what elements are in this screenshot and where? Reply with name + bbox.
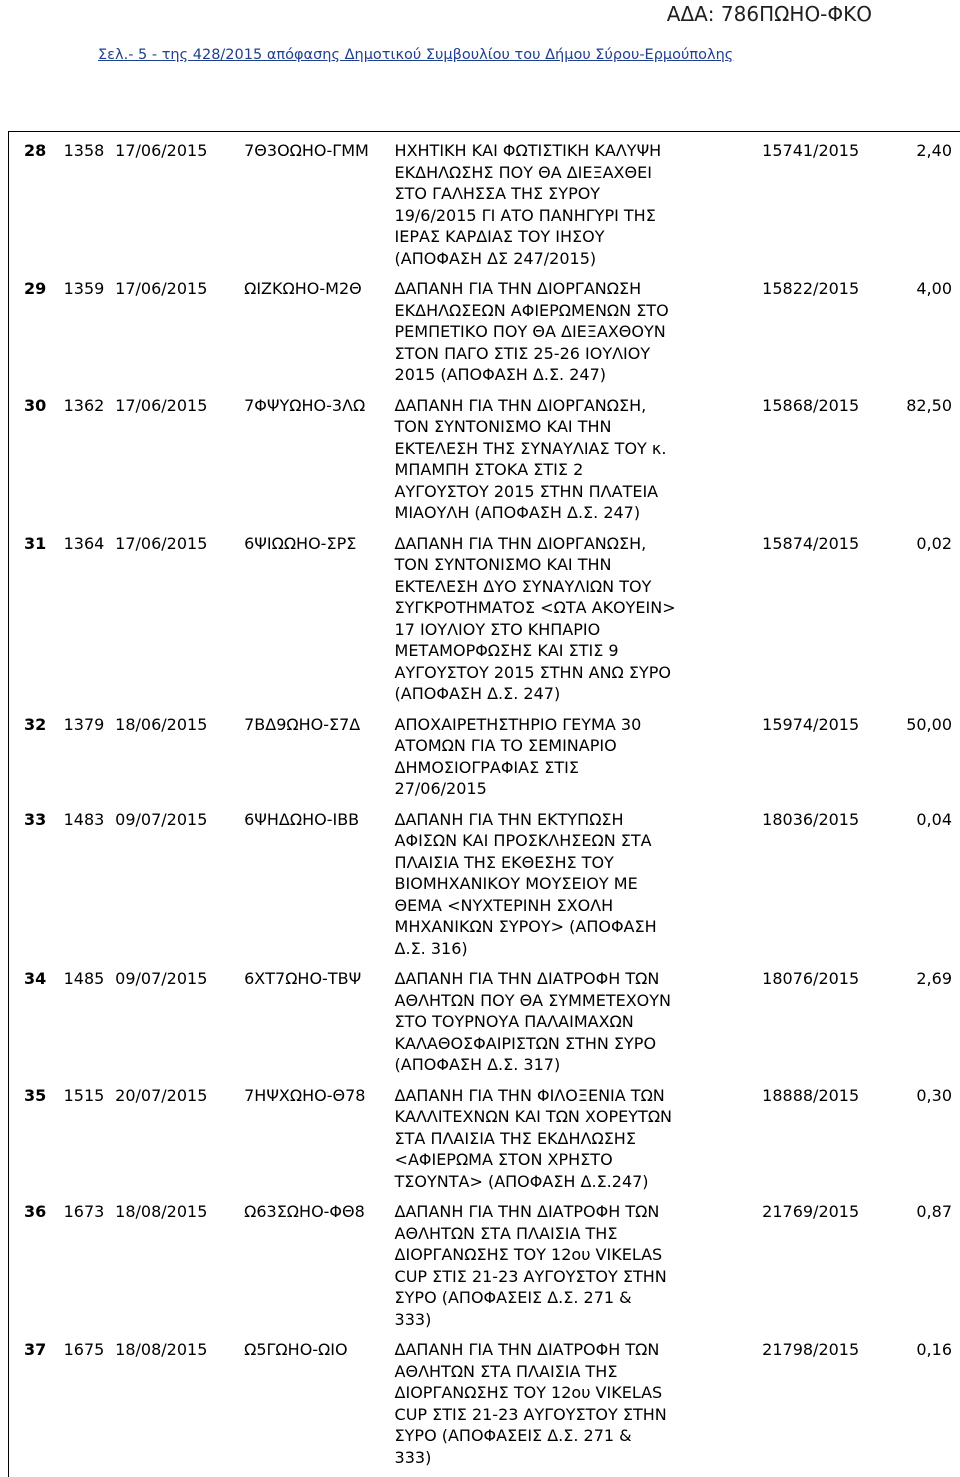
description-line: ΔΑΠΑΝΗ ΓΙΑ ΤΗΝ ΔΙΟΡΓΑΝΩΣΗ, [395, 533, 739, 555]
description-line: ΑΘΛΗΤΩΝ ΠΟΥ ΘΑ ΣΥΜΜΕΤΕΧΟΥΝ [395, 990, 739, 1012]
description-line: ΡΕΜΠΕΤΙΚΟ ΠΟΥ ΘΑ ΔΙΕΞΑΧΘΟΥΝ [395, 321, 739, 343]
row-amount: 4,00 [862, 278, 960, 395]
row-number: 1358 [61, 132, 113, 279]
row-number: 1359 [61, 278, 113, 395]
row-aa: 33 [9, 809, 61, 969]
row-aa: 37 [9, 1339, 61, 1477]
row-amount: 0,87 [862, 1201, 960, 1339]
row-date: 20/07/2015 [112, 1085, 241, 1202]
description-line: ΜΙΑΟΥΛΗ (ΑΠΟΦΑΣΗ Δ.Σ. 247) [395, 502, 739, 524]
row-aa: 29 [9, 278, 61, 395]
row-ada: ΩΙΖΚΩΗΟ-Μ2Θ [241, 278, 391, 395]
row-ada: 6ΨΙΩΩΗΟ-ΣΡΣ [241, 533, 391, 714]
row-ada: Ω63ΣΩΗΟ-ΦΘ8 [241, 1201, 391, 1339]
row-protocol: 21798/2015 [742, 1339, 862, 1477]
table-row [9, 714, 960, 809]
row-protocol: 15822/2015 [742, 278, 862, 395]
row-description [392, 533, 742, 714]
row-date: 18/08/2015 [112, 1201, 241, 1339]
description-line: ΔΑΠΑΝΗ ΓΙΑ ΤΗΝ ΔΙΑΤΡΟΦΗ ΤΩΝ [395, 968, 739, 990]
row-amount: 0,02 [862, 533, 960, 714]
row-description [392, 132, 742, 279]
table-row [9, 1339, 960, 1477]
row-amount: 82,50 [862, 395, 960, 533]
description-line: ΔΑΠΑΝΗ ΓΙΑ ΤΗΝ ΦΙΛΟΞΕΝΙΑ ΤΩΝ [395, 1085, 739, 1107]
row-ada: 7ΦΨΥΩΗΟ-3ΛΩ [241, 395, 391, 533]
description-line: ΒΙΟΜΗΧΑΝΙΚΟΥ ΜΟΥΣΕΙΟΥ ΜΕ [395, 873, 739, 895]
row-date: 17/06/2015 [112, 533, 241, 714]
description-line: ΕΚΤΕΛΕΣΗ ΔΥΟ ΣΥΝΑΥΛΙΩΝ ΤΟΥ [395, 576, 739, 598]
row-aa: 32 [9, 714, 61, 809]
row-protocol: 15974/2015 [742, 714, 862, 809]
description-line: ΣΥΡΟ (ΑΠΟΦΑΣΕΙΣ Δ.Σ. 271 & [395, 1287, 739, 1309]
description-line: ΕΚΔΗΛΩΣΗΣ ΠΟΥ ΘΑ ΔΙΕΞΑΧΘΕΙ [395, 162, 739, 184]
description-line: ΙΕΡΑΣ ΚΑΡΔΙΑΣ ΤΟΥ ΙΗΣΟΥ [395, 226, 739, 248]
description-line: ΣΤΟ ΓΑΛΗΣΣΑ ΤΗΣ ΣΥΡΟΥ [395, 183, 739, 205]
description-line: ΔΙΟΡΓΑΝΩΣΗΣ ΤΟΥ 12ου VIKELAS [395, 1244, 739, 1266]
description-line: ΔΑΠΑΝΗ ΓΙΑ ΤΗΝ ΔΙΑΤΡΟΦΗ ΤΩΝ [395, 1339, 739, 1361]
row-protocol: 15874/2015 [742, 533, 862, 714]
row-protocol: 18076/2015 [742, 968, 862, 1085]
description-line: ΔΑΠΑΝΗ ΓΙΑ ΤΗΝ ΔΙΟΡΓΑΝΩΣΗ, [395, 395, 739, 417]
row-amount: 50,00 [862, 714, 960, 809]
description-line: ΣΤΟΝ ΠΑΓΟ ΣΤΙΣ 25-26 ΙΟΥΛΙΟΥ [395, 343, 739, 365]
table-body [9, 132, 960, 1477]
table-row [9, 395, 960, 533]
table-row [9, 533, 960, 714]
description-line: 27/06/2015 [395, 778, 739, 800]
description-line: <ΑΦΙΕΡΩΜΑ ΣΤΟΝ ΧΡΗΣΤΟ [395, 1149, 739, 1171]
row-description [392, 968, 742, 1085]
description-line: ΔΑΠΑΝΗ ΓΙΑ ΤΗΝ ΔΙΑΤΡΟΦΗ ΤΩΝ [395, 1201, 739, 1223]
row-aa: 28 [9, 132, 61, 279]
description-line: 19/6/2015 ΓΙ ΑΤΟ ΠΑΝΗΓΥΡΙ ΤΗΣ [395, 205, 739, 227]
table-row [9, 809, 960, 969]
description-line: ΜΕΤΑΜΟΡΦΩΣΗΣ ΚΑΙ ΣΤΙΣ 9 [395, 640, 739, 662]
description-line: CUP ΣΤΙΣ 21-23 ΑΥΓΟΥΣΤΟΥ ΣΤΗΝ [395, 1266, 739, 1288]
row-ada: 6ΧΤ7ΩΗΟ-ΤΒΨ [241, 968, 391, 1085]
row-description [392, 1201, 742, 1339]
description-line: ΔΑΠΑΝΗ ΓΙΑ ΤΗΝ ΕΚΤΥΠΩΣΗ [395, 809, 739, 831]
row-description [392, 1085, 742, 1202]
row-amount: 2,40 [862, 132, 960, 279]
description-line: ΑΤΟΜΩΝ ΓΙΑ ΤΟ ΣΕΜΙΝΑΡΙΟ [395, 735, 739, 757]
row-ada: 7ΗΨΧΩΗΟ-Θ78 [241, 1085, 391, 1202]
description-line: ΕΚΔΗΛΩΣΕΩΝ ΑΦΙΕΡΩΜΕΝΩΝ ΣΤΟ [395, 300, 739, 322]
table-row [9, 1085, 960, 1202]
row-protocol: 18036/2015 [742, 809, 862, 969]
row-date: 18/06/2015 [112, 714, 241, 809]
row-description [392, 1339, 742, 1477]
row-date: 18/08/2015 [112, 1339, 241, 1477]
row-description [392, 278, 742, 395]
description-line: ΑΦΙΣΩΝ ΚΑΙ ΠΡΟΣΚΛΗΣΕΩΝ ΣΤΑ [395, 830, 739, 852]
row-amount: 2,69 [862, 968, 960, 1085]
description-line: ΚΑΛΑΘΟΣΦΑΙΡΙΣΤΩΝ ΣΤΗΝ ΣΥΡΟ [395, 1033, 739, 1055]
row-ada: 6ΨΗΔΩΗΟ-ΙΒΒ [241, 809, 391, 969]
description-line: ΑΠΟΧΑΙΡΕΤΗΣΤΗΡΙΟ ΓΕΥΜΑ 30 [395, 714, 739, 736]
table-row [9, 1201, 960, 1339]
row-protocol: 18888/2015 [742, 1085, 862, 1202]
description-line: ΑΘΛΗΤΩΝ ΣΤΑ ΠΛΑΙΣΙΑ ΤΗΣ [395, 1223, 739, 1245]
description-line: (ΑΠΟΦΑΣΗ ΔΣ 247/2015) [395, 248, 739, 270]
description-line: ΤΟΝ ΣΥΝΤΟΝΙΣΜΟ ΚΑΙ ΤΗΝ [395, 554, 739, 576]
description-line: (ΑΠΟΦΑΣΗ Δ.Σ. 317) [395, 1054, 739, 1076]
description-line: ΜΠΑΜΠΗ ΣΤΟΚΑ ΣΤΙΣ 2 [395, 459, 739, 481]
description-line: Δ.Σ. 316) [395, 938, 739, 960]
row-aa: 34 [9, 968, 61, 1085]
description-line: 333) [395, 1309, 739, 1331]
row-aa: 30 [9, 395, 61, 533]
description-line: ΣΥΡΟ (ΑΠΟΦΑΣΕΙΣ Δ.Σ. 271 & [395, 1425, 739, 1447]
description-line: ΔΗΜΟΣΙΟΓΡΑΦΙΑΣ ΣΤΙΣ [395, 757, 739, 779]
row-date: 09/07/2015 [112, 809, 241, 969]
description-line: ΤΟΝ ΣΥΝΤΟΝΙΣΜΟ ΚΑΙ ΤΗΝ [395, 416, 739, 438]
row-protocol: 15868/2015 [742, 395, 862, 533]
table-row [9, 278, 960, 395]
row-description [392, 395, 742, 533]
row-ada: 7Θ3ΟΩΗΟ-ΓΜΜ [241, 132, 391, 279]
description-line: CUP ΣΤΙΣ 21-23 ΑΥΓΟΥΣΤΟΥ ΣΤΗΝ [395, 1404, 739, 1426]
row-amount: 0,30 [862, 1085, 960, 1202]
ada-code: ΑΔΑ: 786ΠΩΗΟ-ΦΚΟ [667, 2, 872, 26]
row-date: 17/06/2015 [112, 132, 241, 279]
description-line: ΠΛΑΙΣΙΑ ΤΗΣ ΕΚΘΕΣΗΣ ΤΟΥ [395, 852, 739, 874]
description-line: ΑΘΛΗΤΩΝ ΣΤΑ ΠΛΑΙΣΙΑ ΤΗΣ [395, 1361, 739, 1383]
row-aa: 31 [9, 533, 61, 714]
row-amount: 0,16 [862, 1339, 960, 1477]
description-line: 333) [395, 1447, 739, 1469]
description-line: (ΑΠΟΦΑΣΗ Δ.Σ. 247) [395, 683, 739, 705]
row-date: 09/07/2015 [112, 968, 241, 1085]
row-amount: 0,04 [862, 809, 960, 969]
row-ada: Ω5ΓΩΗΟ-ΩΙΟ [241, 1339, 391, 1477]
row-aa: 35 [9, 1085, 61, 1202]
description-line: ΣΥΓΚΡΟΤΗΜΑΤΟΣ <ΩΤΑ ΑΚΟΥΕΙΝ> [395, 597, 739, 619]
expenses-table [8, 131, 960, 1477]
description-line: ΣΤΟ ΤΟΥΡΝΟΥΑ ΠΑΛΑΙΜΑΧΩΝ [395, 1011, 739, 1033]
row-number: 1483 [61, 809, 113, 969]
row-number: 1515 [61, 1085, 113, 1202]
description-line: 17 ΙΟΥΛΙΟΥ ΣΤΟ ΚΗΠΑΡΙΟ [395, 619, 739, 641]
description-line: ΣΤΑ ΠΛΑΙΣΙΑ ΤΗΣ ΕΚΔΗΛΩΣΗΣ [395, 1128, 739, 1150]
description-line: ΚΑΛΛΙΤΕΧΝΩΝ ΚΑΙ ΤΩΝ ΧΟΡΕΥΤΩΝ [395, 1106, 739, 1128]
description-line: ΜΗΧΑΝΙΚΩΝ ΣΥΡΟΥ> (ΑΠΟΦΑΣΗ [395, 916, 739, 938]
row-number: 1362 [61, 395, 113, 533]
row-protocol: 21769/2015 [742, 1201, 862, 1339]
description-line: ΘΕΜΑ <ΝΥΧΤΕΡΙΝΗ ΣΧΟΛΗ [395, 895, 739, 917]
row-protocol: 15741/2015 [742, 132, 862, 279]
description-line: ΔΑΠΑΝΗ ΓΙΑ ΤΗΝ ΔΙΟΡΓΑΝΩΣΗ [395, 278, 739, 300]
description-line: ΔΙΟΡΓΑΝΩΣΗΣ ΤΟΥ 12ου VIKELAS [395, 1382, 739, 1404]
table-row [9, 132, 960, 279]
row-description [392, 714, 742, 809]
page-subtitle: Σελ.- 5 - της 428/2015 απόφασης Δημοτικού Συμβουλίου του Δήμου Σύρου-Ερμούπολης [98, 47, 733, 63]
row-ada: 7ΒΔ9ΩΗΟ-Σ7Δ [241, 714, 391, 809]
row-date: 17/06/2015 [112, 395, 241, 533]
description-line: ΗΧΗΤΙΚΗ ΚΑΙ ΦΩΤΙΣΤΙΚΗ ΚΑΛΥΨΗ [395, 140, 739, 162]
row-number: 1485 [61, 968, 113, 1085]
row-number: 1675 [61, 1339, 113, 1477]
row-number: 1379 [61, 714, 113, 809]
row-aa: 36 [9, 1201, 61, 1339]
description-line: ΕΚΤΕΛΕΣΗ ΤΗΣ ΣΥΝΑΥΛΙΑΣ ΤΟΥ κ. [395, 438, 739, 460]
row-date: 17/06/2015 [112, 278, 241, 395]
row-number: 1673 [61, 1201, 113, 1339]
description-line: ΑΥΓΟΥΣΤΟΥ 2015 ΣΤΗΝ ΠΛΑΤΕΙΑ [395, 481, 739, 503]
description-line: 2015 (ΑΠΟΦΑΣΗ Δ.Σ. 247) [395, 364, 739, 386]
description-line: ΑΥΓΟΥΣΤΟΥ 2015 ΣΤΗΝ ΑΝΩ ΣΥΡΟ [395, 662, 739, 684]
row-description [392, 809, 742, 969]
table-row [9, 968, 960, 1085]
row-number: 1364 [61, 533, 113, 714]
description-line: ΤΣΟΥΝΤΑ> (ΑΠΟΦΑΣΗ Δ.Σ.247) [395, 1171, 739, 1193]
